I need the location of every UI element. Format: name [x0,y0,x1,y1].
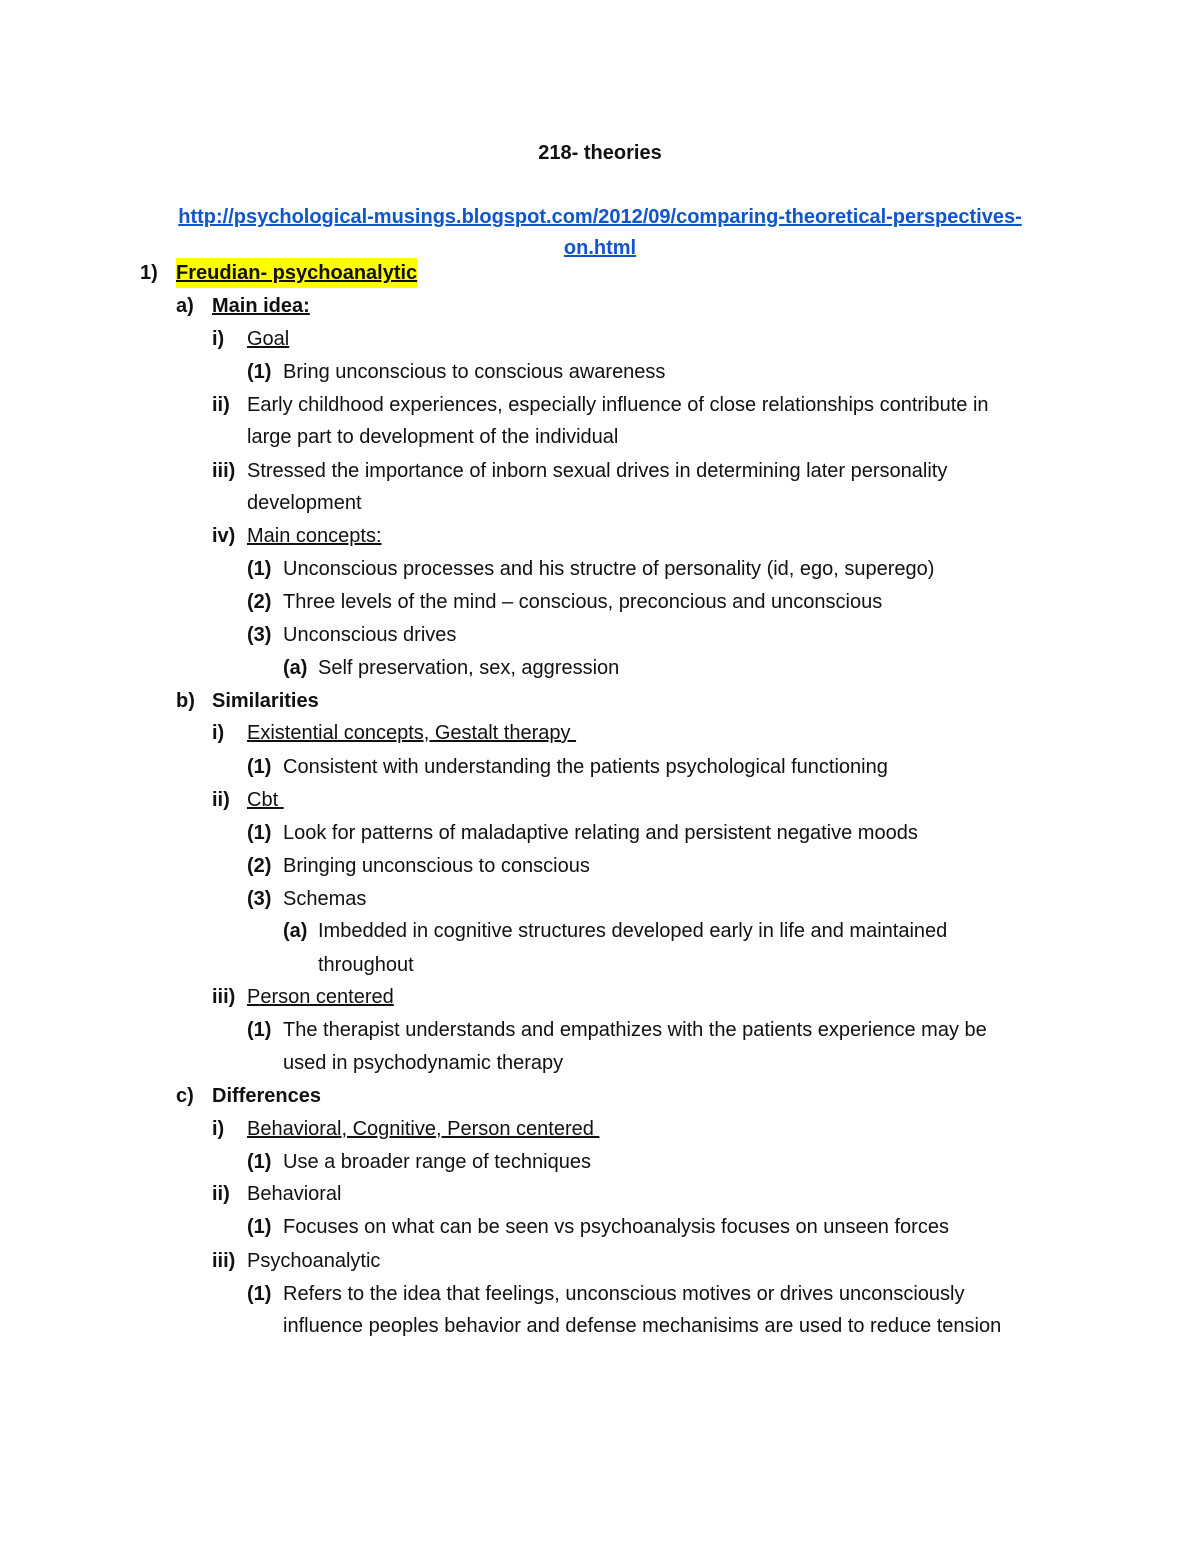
list-text: Freudian- psychoanalytic [176,258,417,288]
list-marker: ii) [212,789,230,811]
list-text: Three levels of the mind – conscious, preconcious and unconscious [283,591,883,613]
list-text: Goal [247,328,290,350]
list-marker: i) [212,1118,225,1140]
list-marker: (1) [247,1151,272,1173]
list-text: Cbt [247,789,284,811]
list-text: Self preservation, sex, aggression [318,657,620,679]
list-text: development [247,492,362,514]
list-text: Behavioral [247,1183,342,1205]
list-text: Use a broader range of techniques [283,1151,591,1173]
list-text: Person centered [247,986,394,1008]
list-marker: iii) [212,460,236,482]
list-text: Bring unconscious to conscious awareness [283,361,666,383]
list-text: Look for patterns of maladaptive relating and persistent negative moods [283,822,918,844]
list-marker: a) [176,295,194,317]
list-text: Consistent with understanding the patients psychological functioning [283,756,888,778]
list-marker: (3) [247,888,272,910]
list-text: Early childhood experiences, especially influence of close relationships contribute in [247,394,989,416]
list-marker: (2) [247,855,272,877]
list-marker: (a) [283,657,308,679]
list-text: Stressed the importance of inborn sexual drives in determining later personality [247,460,948,482]
list-marker: iii) [212,986,236,1008]
list-marker: (1) [247,1216,272,1238]
list-text: throughout [318,954,414,976]
list-text: Main concepts: [247,525,382,547]
list-marker: (1) [247,558,272,580]
list-marker: i) [212,722,225,744]
list-text: Behavioral, Cognitive, Person centered [247,1118,600,1140]
list-marker: iv) [212,525,236,547]
list-text: The therapist understands and empathizes with the patients experience may be [283,1019,987,1041]
list-marker: (1) [247,822,272,844]
list-text: Differences [212,1085,321,1107]
list-marker: ii) [212,394,230,416]
list-text: Similarities [212,690,319,712]
list-text: Existential concepts, Gestalt therapy [247,722,577,744]
list-marker: (1) [247,1019,272,1041]
list-marker: c) [176,1085,194,1107]
source-link[interactable]: http://psychological-musings.blogspot.com/2012/09/comparing-theoretical-perspectives- on.html [178,206,1022,259]
list-marker: (a) [283,920,308,942]
list-text: Refers to the idea that feelings, unconscious motives or drives unconsciously [283,1283,965,1305]
list-marker: ii) [212,1183,230,1205]
list-marker: (1) [247,756,272,778]
list-text: Unconscious processes and his structre of personality (id, ego, superego) [283,558,935,580]
list-text: Main idea: [212,295,310,317]
list-text: Bringing unconscious to conscious [283,855,590,877]
list-marker: b) [176,690,195,712]
list-text: influence peoples behavior and defense mechanisims are used to reduce tension [283,1315,1002,1337]
list-text: used in psychodynamic therapy [283,1052,564,1074]
list-marker: (2) [247,591,272,613]
document-title: 218- theories [538,142,662,164]
list-marker: i) [212,328,225,350]
list-text: Psychoanalytic [247,1250,381,1272]
list-text: Unconscious drives [283,624,457,646]
list-marker: (1) [247,361,272,383]
list-text: Focuses on what can be seen vs psychoanalysis focuses on unseen forces [283,1216,949,1238]
list-text: Imbedded in cognitive structures developed early in life and maintained [318,920,948,942]
list-text: Schemas [283,888,367,910]
list-text: large part to development of the individual [247,426,619,448]
list-marker: (1) [247,1283,272,1305]
list-marker: (3) [247,624,272,646]
list-marker: 1) [140,262,158,284]
list-marker: iii) [212,1250,236,1272]
